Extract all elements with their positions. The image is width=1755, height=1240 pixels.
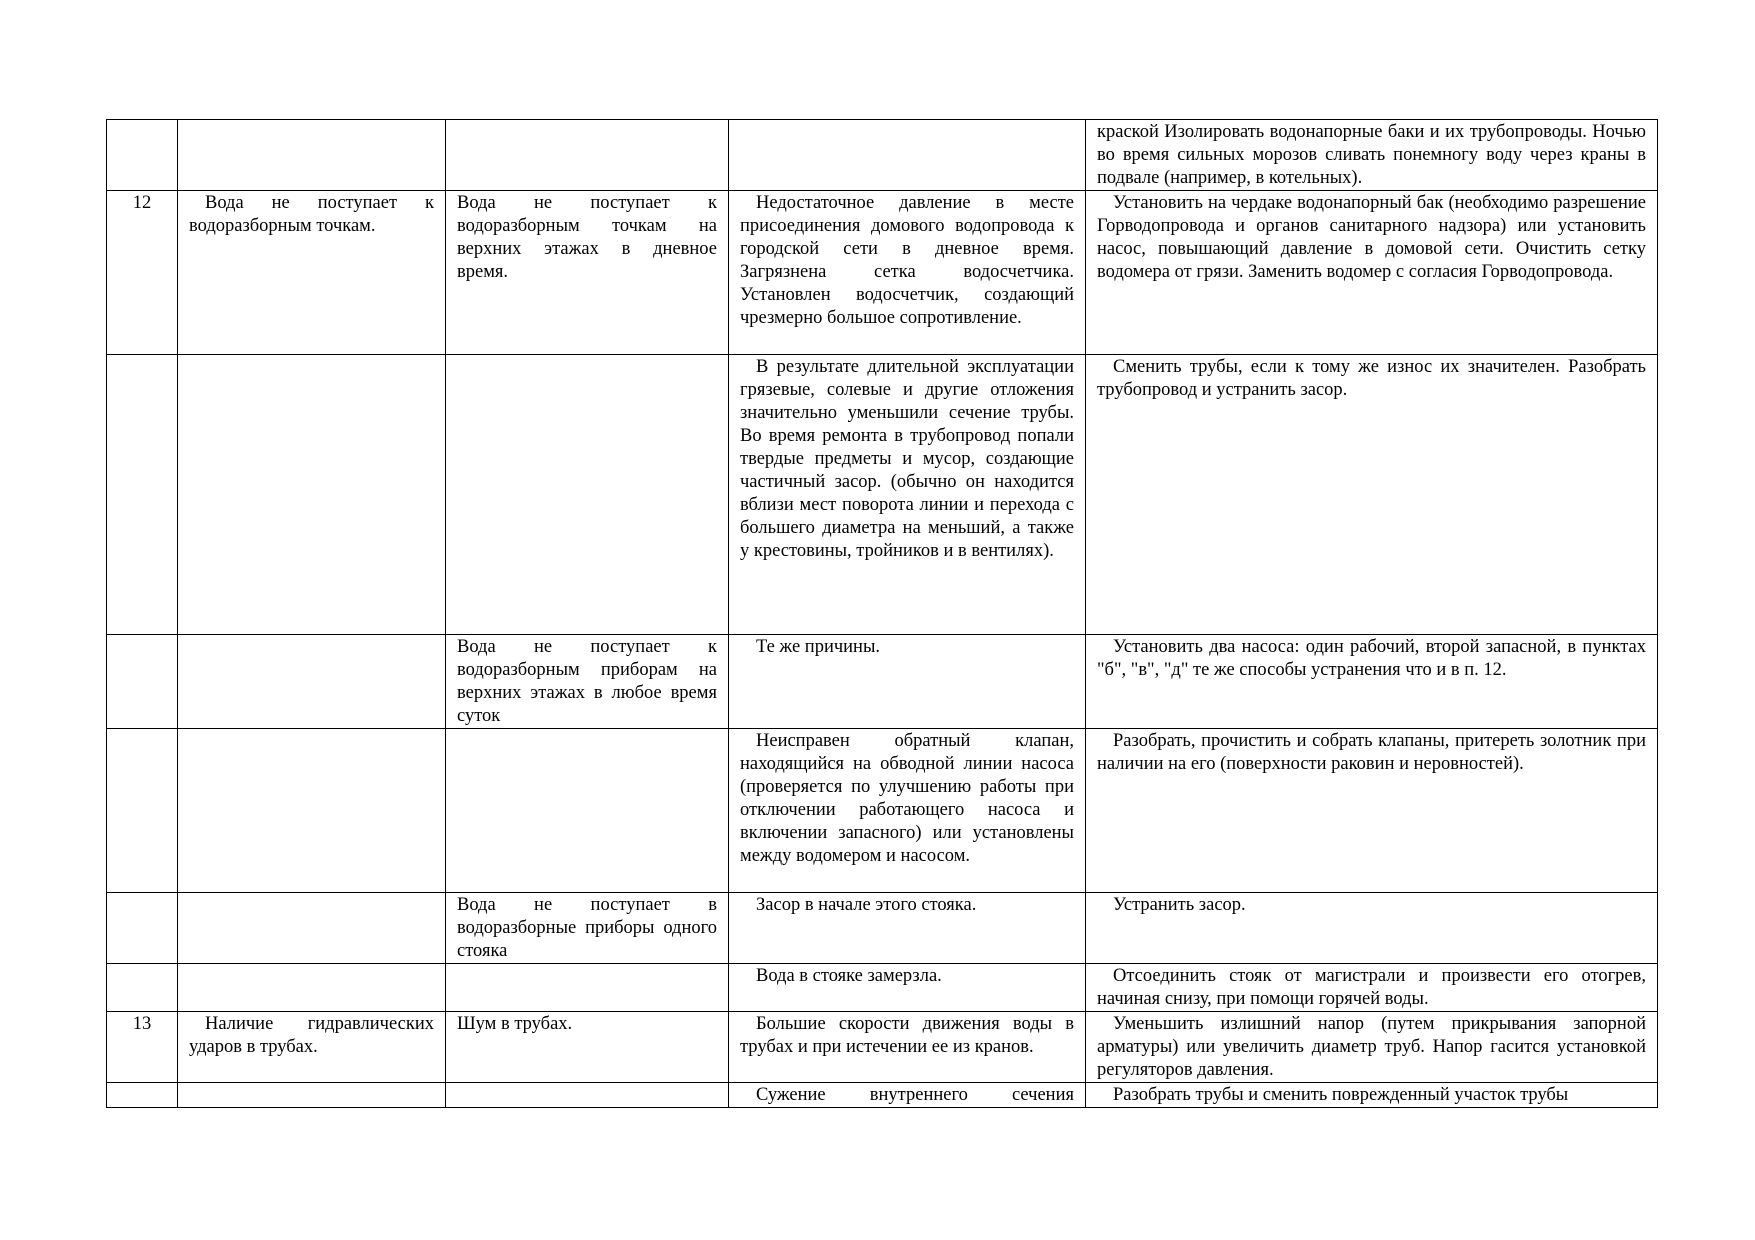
cause-cell: Большие скорости движения воды в трубах и при истечении ее из кранов. (729, 1012, 1086, 1083)
row-number-cell (107, 1083, 178, 1108)
symptom-cell: Вода не поступает в водоразборные приборы одного стояка (446, 893, 729, 964)
row-number-cell (107, 729, 178, 893)
defect-cell: Наличие гидравлических ударов в трубах. (178, 1012, 446, 1083)
symptom-cell (446, 964, 729, 1012)
defect-cell (178, 355, 446, 635)
row-number-cell: 13 (107, 1012, 178, 1083)
row-number-cell (107, 893, 178, 964)
defect-cell (178, 1083, 446, 1108)
defect-cell (178, 893, 446, 964)
table-row (107, 191, 1658, 355)
symptom-cell (446, 355, 729, 635)
defect-cell (178, 964, 446, 1012)
cause-cell: Те же причины. (729, 635, 1086, 729)
cause-cell: Неисправен обратный клапан, находящийся на обводной линии насоса (проверяется по улучшению работы при отключении работающего насоса и включении запасного) или установлены между водомером и насосом. (729, 729, 1086, 893)
cause-cell: Вода в стояке замерзла. (729, 964, 1086, 1012)
symptom-cell: Вода не поступает к водоразборным точкам на верхних этажах в дневное время. (446, 191, 729, 355)
row-number-cell: 12 (107, 191, 178, 355)
defect-cell (178, 729, 446, 893)
table-row (107, 893, 1658, 964)
row-number-cell (107, 120, 178, 191)
symptom-cell (446, 1083, 729, 1108)
defect-cell: Вода не поступает к водоразборным точкам. (178, 191, 446, 355)
table-row (107, 120, 1658, 191)
symptom-cell (446, 729, 729, 893)
remedy-cell: краской Изолировать водонапорные баки и их трубопроводы. Ночью во время сильных морозов сливать понемногу воду через краны в подвале (например, в котельных). (1086, 120, 1658, 191)
symptom-cell (446, 120, 729, 191)
table-row (107, 729, 1658, 893)
table-row (107, 635, 1658, 729)
row-number-cell (107, 635, 178, 729)
remedy-cell: Разобрать, прочистить и собрать клапаны, притереть золотник при наличии на его (поверхности раковин и неровностей). (1086, 729, 1658, 893)
defect-cell (178, 635, 446, 729)
cause-cell (729, 120, 1086, 191)
remedy-cell: Сменить трубы, если к тому же износ их значителен. Разобрать трубопровод и устранить засор. (1086, 355, 1658, 635)
remedy-cell: Установить два насоса: один рабочий, второй запасной, в пунктах "б", "в", "д" те же способы устранения что и в п. 12. (1086, 635, 1658, 729)
row-number-cell (107, 964, 178, 1012)
row-number-cell (107, 355, 178, 635)
table-row (107, 355, 1658, 635)
table-row (107, 1012, 1658, 1083)
cause-cell: Засор в начале этого стояка. (729, 893, 1086, 964)
symptom-cell: Шум в трубах. (446, 1012, 729, 1083)
cause-cell: Недостаточное давление в месте присоединения домового водопровода к городской сети в дневное время. Загрязнена сетка водосчетчика. Установлен водосчетчик, создающий чрезмерно большое сопротивление. (729, 191, 1086, 355)
table-row (107, 1083, 1658, 1108)
remedy-cell: Отсоединить стояк от магистрали и произвести его отогрев, начиная снизу, при помощи горячей воды. (1086, 964, 1658, 1012)
defect-cell (178, 120, 446, 191)
table-row (107, 964, 1658, 1012)
troubleshooting-table (106, 119, 1658, 1108)
remedy-cell: Устранить засор. (1086, 893, 1658, 964)
remedy-cell: Установить на чердаке водонапорный бак (необходимо разрешение Горводопровода и органов санитарного надзора) или установить насос, повышающий давление в домовой сети. Очистить сетку водомера от грязи. Заменить водомер с согласия Горводопровода. (1086, 191, 1658, 355)
remedy-cell: Уменьшить излишний напор (путем прикрывания запорной арматуры) или увеличить диаметр труб. Напор гасится установкой регуляторов давления. (1086, 1012, 1658, 1083)
cause-cell: Сужение внутреннего сечения (729, 1083, 1086, 1108)
symptom-cell: Вода не поступает к водоразборным приборам на верхних этажах в любое время суток (446, 635, 729, 729)
cause-cell: В результате длительной эксплуатации грязевые, солевые и другие отложения значительно уменьшили сечение трубы. Во время ремонта в трубопровод попали твердые предметы и мусор, создающие частичный засор. (обычно он находится вблизи мест поворота линии и перехода с большего диаметра на меньший, а также у крестовины, тройников и в вентилях). (729, 355, 1086, 635)
remedy-cell: Разобрать трубы и сменить поврежденный участок трубы (1086, 1083, 1658, 1108)
